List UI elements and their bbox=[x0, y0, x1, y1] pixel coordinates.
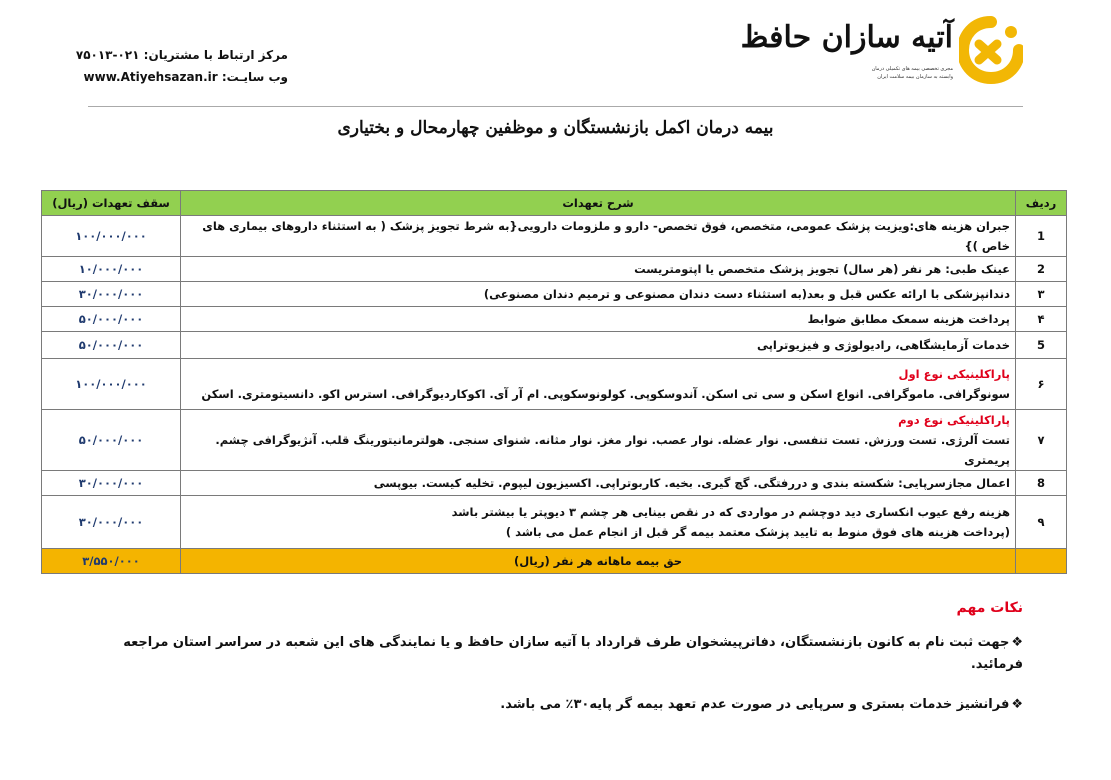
table-row bbox=[42, 307, 1067, 332]
row-number: 2 bbox=[1016, 257, 1067, 282]
total-row bbox=[42, 549, 1067, 574]
row-cap: ۳۰/۰۰۰/۰۰۰ bbox=[42, 282, 181, 307]
row-description bbox=[181, 496, 1016, 549]
row-description bbox=[181, 471, 1016, 496]
row-number: 8 bbox=[1016, 471, 1067, 496]
contact-info bbox=[75, 44, 288, 88]
row-number: 5 bbox=[1016, 332, 1067, 359]
page-header bbox=[0, 0, 1111, 110]
total-label: حق بیمه ماهانه هر نفر (ریال) bbox=[181, 549, 1016, 574]
company-logo bbox=[740, 12, 1023, 102]
description-line: هزینه رفع عیوب انکساری دید دوچشم در مواردی که در نقص بینایی هر چشم ۳ دیوپتر یا بیشتر باشد bbox=[451, 505, 1010, 519]
note-item bbox=[88, 632, 1023, 676]
row-number: 1 bbox=[1016, 216, 1067, 257]
table-row bbox=[42, 332, 1067, 359]
notes-title: نکات مهم bbox=[956, 600, 1023, 616]
table-row bbox=[42, 257, 1067, 282]
description-line: اعمال مجازسرپایی: شکسته بندی و دررفتگی. گچ گیری. بخیه. کاربوتراپی. اکسیزیون لیپوم. تخلیه کیست. بیوپسی bbox=[373, 476, 1010, 490]
note-item bbox=[88, 694, 1023, 716]
diamond-bullet-icon: ❖ bbox=[1011, 697, 1023, 712]
row-cap: ۱۰۰/۰۰۰/۰۰۰ bbox=[42, 359, 181, 410]
description-line: دندانپزشکی با ارائه عکس قبل و بعد(به استثناء دست دندان مصنوعی و ترمیم دندان مصنوعی) bbox=[483, 287, 1010, 301]
logo-brand-text: آتیه سازان حافظ bbox=[740, 20, 953, 55]
table-row bbox=[42, 471, 1067, 496]
atiyeh-logo-icon bbox=[959, 16, 1023, 86]
table-row bbox=[42, 496, 1067, 549]
row-number: ۳ bbox=[1016, 282, 1067, 307]
row-description bbox=[181, 410, 1016, 471]
row-cap: ۵۰/۰۰۰/۰۰۰ bbox=[42, 410, 181, 471]
row-description bbox=[181, 359, 1016, 410]
document-title: بیمه درمان اکمل بازنشستگان و موظفین چهارمحال و بختیاری bbox=[337, 118, 774, 138]
contact-phone: ۰۲۱-۷۵۰۱۳ bbox=[75, 48, 140, 62]
description-line: (پرداخت هزینه های فوق منوط به تایید پزشک معتمد بیمه گر قبل از انجام عمل می باشد ) bbox=[505, 525, 1010, 539]
diamond-bullet-icon: ❖ bbox=[1011, 635, 1023, 650]
logo-tagline-2: وابسته به سازمان بیمه سلامت ایران bbox=[877, 74, 953, 80]
row-description bbox=[181, 332, 1016, 359]
row-number: ۷ bbox=[1016, 410, 1067, 471]
note-text: فرانشیز خدمات بستری و سرپایی در صورت عدم تعهد بیمه گر پایه۳۰٪ می باشد. bbox=[500, 697, 1010, 712]
row-description bbox=[181, 216, 1016, 257]
header-description: شرح تعهدات bbox=[181, 191, 1016, 216]
important-notes bbox=[88, 600, 1023, 734]
row-cap: ۳۰/۰۰۰/۰۰۰ bbox=[42, 471, 181, 496]
row-description bbox=[181, 257, 1016, 282]
website-label: وب سایـت: bbox=[221, 70, 288, 84]
header-cap: سقف تعهدات (ریال) bbox=[42, 191, 181, 216]
website-url: www.Atiyehsazan.ir bbox=[83, 70, 218, 84]
total-empty-cell bbox=[1016, 549, 1067, 574]
row-description bbox=[181, 307, 1016, 332]
row-cap: ۵۰/۰۰۰/۰۰۰ bbox=[42, 332, 181, 359]
total-value: ۳/۵۵۰/۰۰۰ bbox=[42, 549, 181, 574]
row-cap: ۵۰/۰۰۰/۰۰۰ bbox=[42, 307, 181, 332]
header-divider bbox=[88, 106, 1023, 107]
description-line: جبران هزینه های:ویزیت پزشک عمومی، متخصص، فوق تخصص- دارو و ملزومات دارویی{به شرط تجویز پزشک ( به استثناء داروهای بیماری های خاص )} bbox=[202, 219, 1010, 253]
table-header-row bbox=[42, 191, 1067, 216]
logo-tagline-1: مجری تخصصی بیمه های تکمیلی درمان bbox=[871, 66, 953, 72]
contact-label: مرکز ارتباط با مشتریان: bbox=[143, 48, 288, 62]
row-number: ۹ bbox=[1016, 496, 1067, 549]
description-line: خدمات آزمایشگاهی، رادیولوژی و فیزیوتراپی bbox=[756, 338, 1010, 352]
table-row bbox=[42, 282, 1067, 307]
description-heading: پاراکلینیکی نوع دوم bbox=[898, 413, 1010, 427]
row-description bbox=[181, 282, 1016, 307]
row-cap: ۱۰۰/۰۰۰/۰۰۰ bbox=[42, 216, 181, 257]
description-line: عینک طبی: هر نفر (هر سال) تجویز پزشک متخصص یا اپتومتریست bbox=[634, 262, 1010, 276]
table-row bbox=[42, 216, 1067, 257]
note-text: جهت ثبت نام به کانون بازنشستگان، دفاترپیشخوان طرف قرارداد با آتیه سازان حافظ و یا نمایندگی های این شعبه در سراسر استان مراجعه فرمائید. bbox=[123, 635, 1023, 672]
row-cap: ۱۰/۰۰۰/۰۰۰ bbox=[42, 257, 181, 282]
table-row bbox=[42, 359, 1067, 410]
row-number: ۴ bbox=[1016, 307, 1067, 332]
description-line: تست آلرژی. تست ورزش. تست تنفسی. نوار عضله. نوار عصب. نوار مغز. نوار مثانه. شنوای سنجی. هولترمانیتورینگ قلب. آنژیوگرافی چشم. پریمتری bbox=[215, 433, 1010, 467]
header-row-number: ردیف bbox=[1016, 191, 1067, 216]
benefits-table bbox=[41, 190, 1067, 574]
row-cap: ۳۰/۰۰۰/۰۰۰ bbox=[42, 496, 181, 549]
description-heading: پاراکلینیکی نوع اول bbox=[898, 367, 1010, 381]
description-line: سونوگرافی. ماموگرافی. انواع اسکن و سی تی اسکن. آندوسکوپی. کولونوسکوپی. ام آر آی. اکوکاردیوگرافی. استرس اکو. دانسیتومتری. اسکن bbox=[201, 387, 1010, 401]
table-row bbox=[42, 410, 1067, 471]
row-number: ۶ bbox=[1016, 359, 1067, 410]
description-line: پرداخت هزینه سمعک مطابق ضوابط bbox=[807, 312, 1010, 326]
